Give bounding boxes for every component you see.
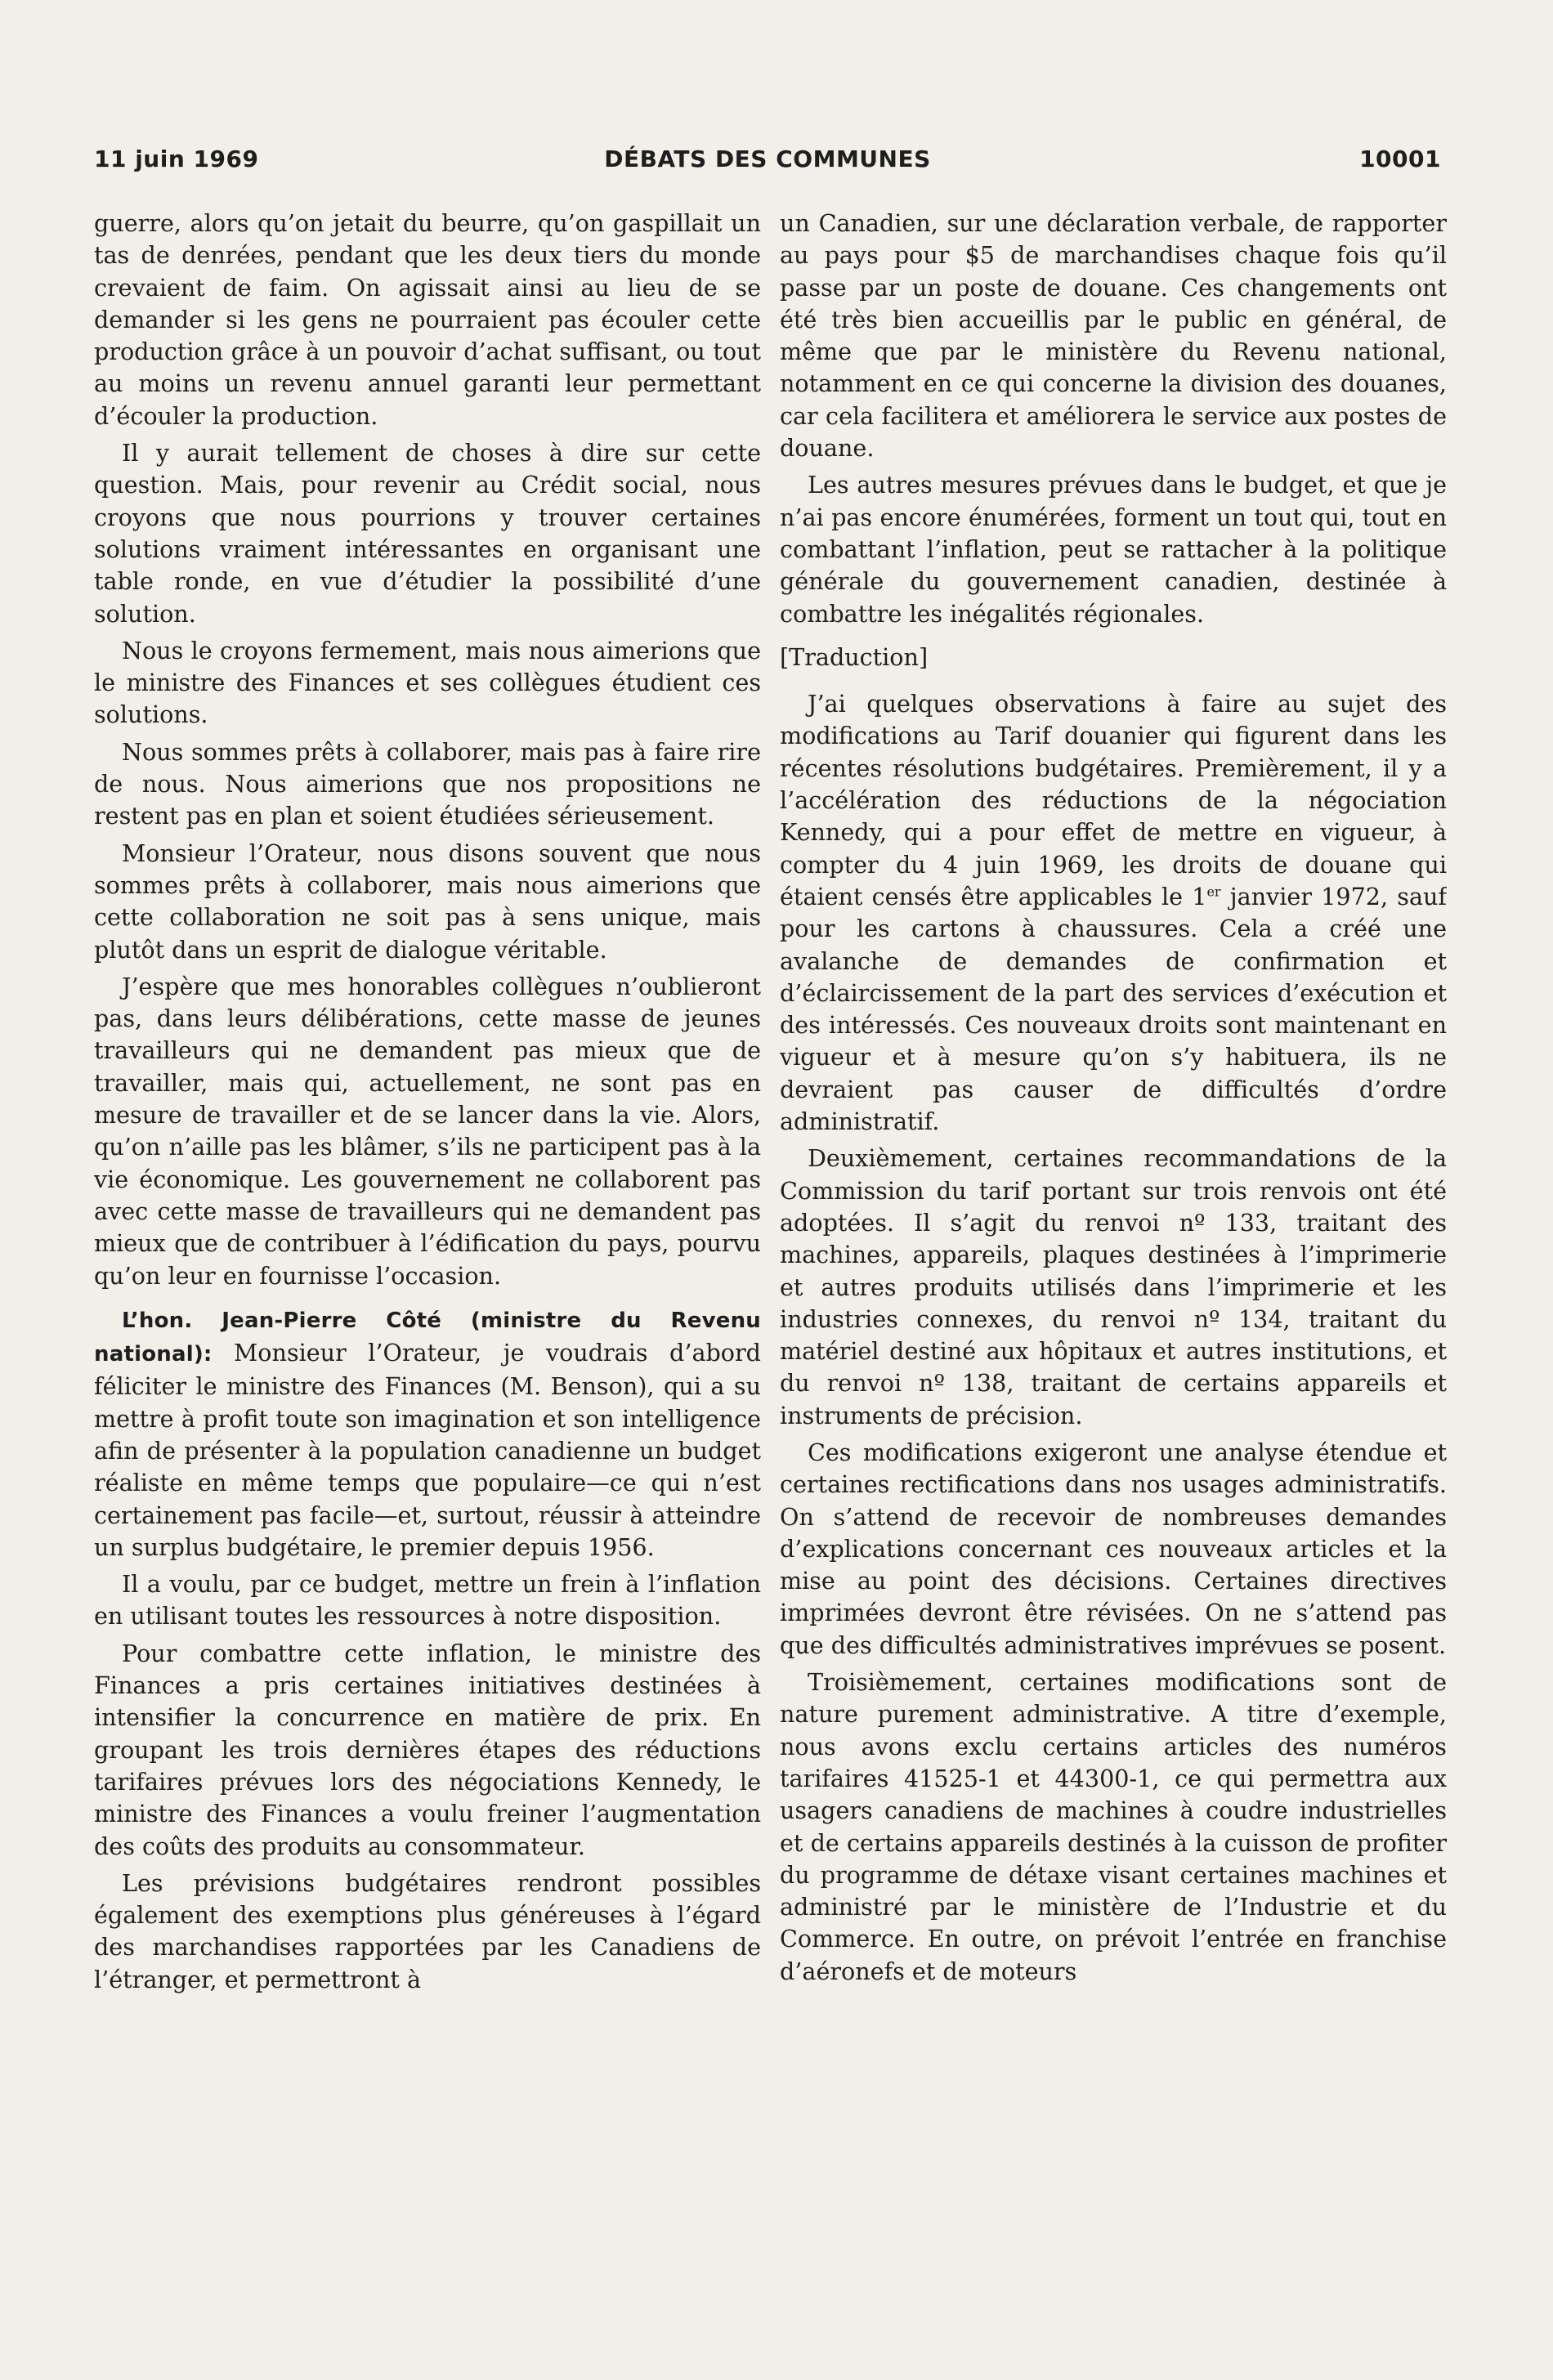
speech-paragraph — [94, 1304, 761, 1564]
header-date: 11 juin 1969 — [94, 145, 259, 172]
superscript: er — [1206, 884, 1221, 900]
paragraph: un Canadien, sur une déclaration verbale, de rapporter au pays pour $5 de marchandises chaque fois qu’il passe par un poste de douane. Ces changements ont été très bien accueillis par le public en général, de même que par le ministère du Revenu national, notamment en ce qui concerne la division des douanes, car cela facilitera et améliorera le service aux postes de douane. — [780, 209, 1447, 463]
paragraph: Ces modifications exigeront une analyse étendue et certaines rectifications dans nos usages administratifs. On s’attend de recevoir de nombreuses demandes d’explications concernant ces nouveaux articles et la mise au point des décisions. Certaines directives imprimées devront être révisées. On ne s’attend pas que des difficultés administratives imprévues se posent. — [780, 1438, 1447, 1659]
left-column — [94, 208, 761, 2333]
paragraph: Nous sommes prêts à collaborer, mais pas à faire rire de nous. Nous aimerions que nos propositions ne restent pas en plan et soient étudiées sérieusement. — [94, 737, 761, 830]
paragraph: J’espère que mes honorables collègues n’oublieront pas, dans leurs délibérations, cette masse de jeunes travailleurs qui ne demandent pas mieux que de travailler, mais qui, actuellement, ne sont pas en mesure de travailler et de se lancer dans la vie. Alors, qu’on n’aille pas les blâmer, s’ils ne participent pas à la vie économique. Les gouvernement ne collaborent pas avec cette masse de travailleurs qui ne demandent pas mieux que de contribuer à l’édification du pays, pourvu qu’on leur en fournisse l’occasion. — [94, 972, 761, 1290]
speaker-name: L’hon. Jean-Pierre Côté (ministre du Revenu national): — [94, 1308, 761, 1367]
paragraph: Pour combattre cette inflation, le ministre des Finances a pris certaines initiatives destinées à intensifier la concurrence en matière de prix. En groupant les trois dernières étapes des réductions tarifaires prévues lors des négociations Kennedy, le ministre des Finances a voulu freiner l’augmentation des coûts des produits au consommateur. — [94, 1639, 761, 1860]
paragraph: Troisièmement, certaines modifications sont de nature purement administrative. A titre d’exemple, nous avons exclu certains articles des numéros tarifaires 41525-1 et 44300-1, ce qui permettra aux usagers canadiens de machines à coudre industrielles et de certains appareils destinés à la cuisson de profiter du programme de détaxe visant certaines machines et administré par le ministère de l’Industrie et du Commerce. En outre, on prévoit l’entrée en franchise d’aéronefs et de moteurs — [780, 1668, 1447, 1985]
speech-text: Monsieur l’Orateur, je voudrais d’abord féliciter le ministre des Finances (M. Benson), qui a su mettre à profit toute son imagination et son intelligence afin de présenter à la population canadienne un budget réaliste en même temps que populaire—ce qui n’est certainement pas facile—et, surtout, réussir à atteindre un surplus budgétaire, le premier depuis 1956. — [94, 1339, 761, 1561]
paragraph: Nous le croyons fermement, mais nous aimerions que le ministre des Finances et ses collègues étudient ces solutions. — [94, 636, 761, 729]
paragraph: Il a voulu, par ce budget, mettre un frein à l’inflation en utilisant toutes les ressources à notre disposition. — [94, 1570, 761, 1631]
paragraph: Les prévisions budgétaires rendront possibles également des exemptions plus généreuses à l’égard des marchandises rapportées par les Canadiens de l’étranger, et permettront à — [94, 1868, 761, 1993]
translation-note: [Traduction] — [780, 642, 929, 671]
paragraph — [780, 688, 1447, 1138]
paragraph-text: janvier 1972, sauf pour les cartons à chaussures. Cela a créé une avalanche de demandes de confirmation et d’éclaircissement de la part des services d’exécution et des intéressés. Ces nouveaux droits sont maintenant en vigueur et à mesure qu’on s’y habituera, ils ne devraient pas causer de difficultés d’ordre administratif. — [780, 882, 1447, 1136]
page-number: 10001 — [1359, 145, 1441, 172]
header-title: DÉBATS DES COMMUNES — [604, 145, 931, 172]
paragraph: Les autres mesures prévues dans le budget, et que je n’ai pas encore énumérées, forment un tout qui, tout en combattant l’inflation, peut se rattacher à la politique générale du gouvernement canadien, destinée à combattre les inégalités régionales. — [780, 471, 1447, 628]
paragraph-text: J’ai quelques observations à faire au sujet des modifications au Tarif douanier qui figurent dans les récentes résolutions budgétaires. Premièrement, il y a l’accélération des réductions de la négociation Kennedy, qui a pour effet de mettre en vigueur, à compter du 4 juin 1969, les droits de douane qui étaient censés être applicables le 1 — [780, 690, 1447, 910]
paragraph: Deuxièmement, certaines recommandations de la Commission du tarif portant sur trois renvois ont été adoptées. Il s’agit du renvoi nº 133, traitant des machines, appareils, plaques destinées à l’imprimerie et autres produits utilisés dans l’imprimerie et les industries connexes, du renvoi nº 134, traitant du matériel destiné aux hôpitaux et autres institutions, et du renvoi nº 138, traitant de certains appareils et instruments de précision. — [780, 1144, 1447, 1429]
page-header — [94, 145, 1441, 178]
paragraph: guerre, alors qu’on jetait du beurre, qu’on gaspillait un tas de denrées, pendant que les deux tiers du monde crevaient de faim. On agissait ainsi au lieu de se demander si les gens ne pourraient pas écouler cette production grâce à un pouvoir d’achat suffisant, ou tout au moins un revenu annuel garanti leur permettant d’écouler la production. — [94, 209, 761, 430]
paragraph: Il y aurait tellement de choses à dire sur cette question. Mais, pour revenir au Crédit social, nous croyons que nous pourrions y trouver certaines solutions vraiment intéressantes en organisant une table ronde, en vue d’étudier la possibilité d’une solution. — [94, 439, 761, 628]
right-column — [780, 208, 1447, 2333]
paragraph: Monsieur l’Orateur, nous disons souvent que nous sommes prêts à collaborer, mais nous aimerions que cette collaboration ne soit pas à sens unique, mais plutôt dans un esprit de dialogue véritable. — [94, 839, 761, 964]
